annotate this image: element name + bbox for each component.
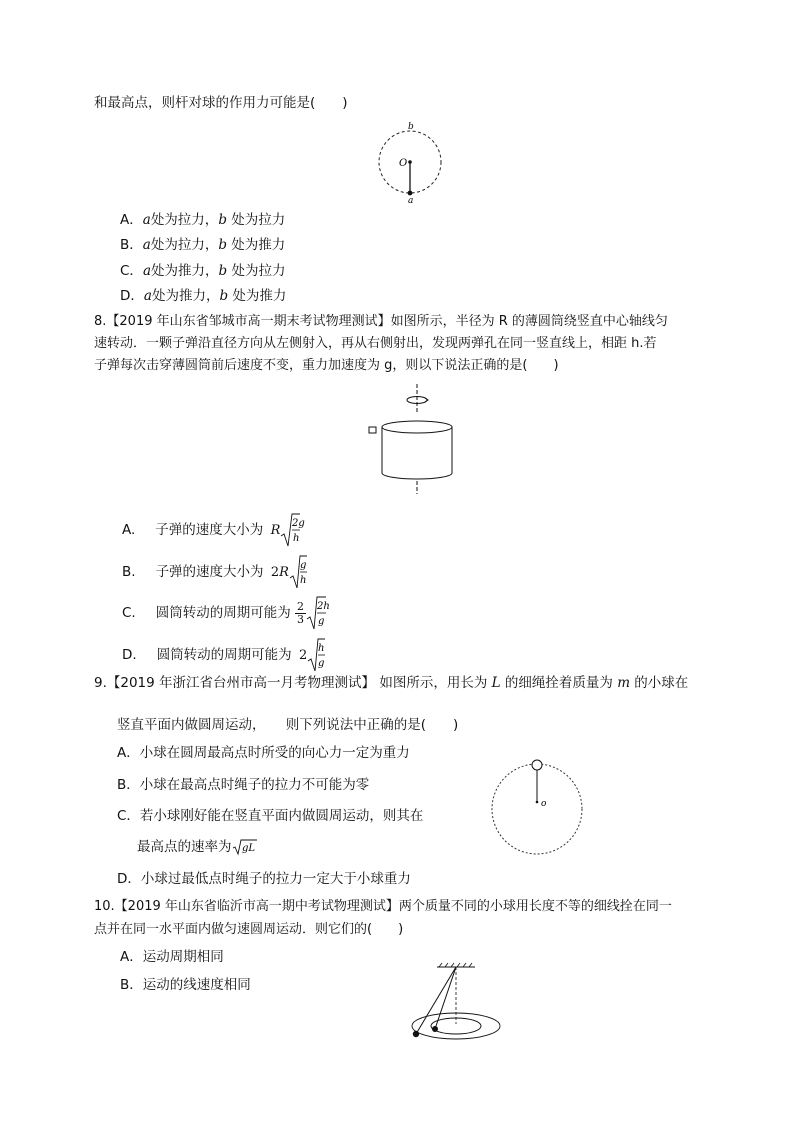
q8-option-d: D. 圆筒转动的周期可能为 2 h g (122, 637, 325, 673)
q7-option-a: A．a处为拉力，b 处为拉力 (120, 212, 286, 228)
svg-text:gL: gL (241, 843, 255, 854)
q8-cylinder-figure (362, 384, 472, 496)
q8-stem-line3: 子弹每次击穿薄圆筒前后速度不变，重力加速度为 g，则以下说法正确的是( ) (94, 358, 559, 373)
q9-option-d: D．小球过最低点时绳子的拉力一定大于小球重力 (117, 871, 411, 887)
q10-option-a: A．运动周期相同 (120, 949, 224, 965)
q10-conical-pendulum-figure (405, 960, 515, 1050)
q9-stem-line2: 竖直平面内做圆周运动， 则下列说法中正确的是( ) (117, 717, 459, 733)
q10-option-b: B．运动的线速度相同 (120, 977, 251, 993)
q8-option-a: A. 子弹的速度大小为 R 2g h (122, 512, 300, 548)
q8-stem-line2: 速转动．一颗子弹沿直径方向从左侧射入，再从右侧射出，发现两弹孔在同一竖直线上，相距 h.若 (94, 336, 657, 351)
label-a: a (408, 196, 414, 206)
q7-option-d: D．a处为推力，b 处为推力 (120, 288, 287, 304)
svg-text:g: g (318, 658, 325, 669)
label-O: O (399, 158, 408, 169)
q9-option-a: A．小球在圆周最高点时所受的向心力一定为重力 (117, 745, 410, 761)
label-b: b (408, 122, 414, 132)
q8-option-c: C. 圆筒转动的周期可能为 $\frac{2}{3}$ 2h g (122, 595, 326, 631)
q8-stem-line1: 8.【2019 年山东省邹城市高一期末考试物理测试】如图所示，半径为 R 的薄圆筒绕竖直中心轴线匀 (94, 314, 668, 329)
svg-text:2h: 2h (317, 601, 330, 612)
q10-stem-line2: 点并在同一水平面内做匀速圆周运动．则它们的( ) (94, 922, 404, 937)
q9-stem-line1: 9.【2019 年浙江省台州市高一月考物理测试】 如图所示，用长为 L 的细绳拴着质量为 m 的小球在 (94, 675, 689, 691)
svg-text:h: h (318, 643, 325, 654)
sqrt-icon (307, 637, 325, 673)
q9-option-c-cont: 最高点的速率为 gL (137, 838, 258, 856)
svg-text:2g: 2g (292, 518, 306, 529)
sqrt-icon (289, 554, 307, 590)
q9-option-b: B．小球在最高点时绳子的拉力不可能为零 (117, 777, 370, 793)
label-o: o (541, 799, 547, 809)
q10-stem-line1: 10.【2019 年山东省临沂市高一期中考试物理测试】两个质量不同的小球用长度不等的细线拴在同一 (94, 899, 672, 914)
svg-text:h: h (299, 575, 307, 586)
svg-text:h: h (293, 533, 300, 544)
q7-rod-circle-figure (370, 120, 454, 206)
q7-option-b: B．a处为拉力，b 处为推力 (120, 237, 286, 253)
sqrt-icon (306, 595, 330, 631)
q8-option-b: B. 子弹的速度大小为 2R g h (122, 554, 307, 590)
svg-text:g: g (299, 560, 307, 571)
q7-stem-continuation: 和最高点，则杆对球的作用力可能是( ) (94, 95, 348, 111)
q9-vertical-circle-figure (485, 752, 587, 862)
sqrt-icon (232, 838, 258, 856)
sqrt-icon (280, 512, 306, 548)
svg-text:g: g (318, 616, 325, 627)
q9-option-c: C．若小球刚好能在竖直平面内做圆周运动，则其在 (117, 808, 424, 824)
q7-option-c: C．a处为推力，b 处为拉力 (120, 263, 286, 279)
